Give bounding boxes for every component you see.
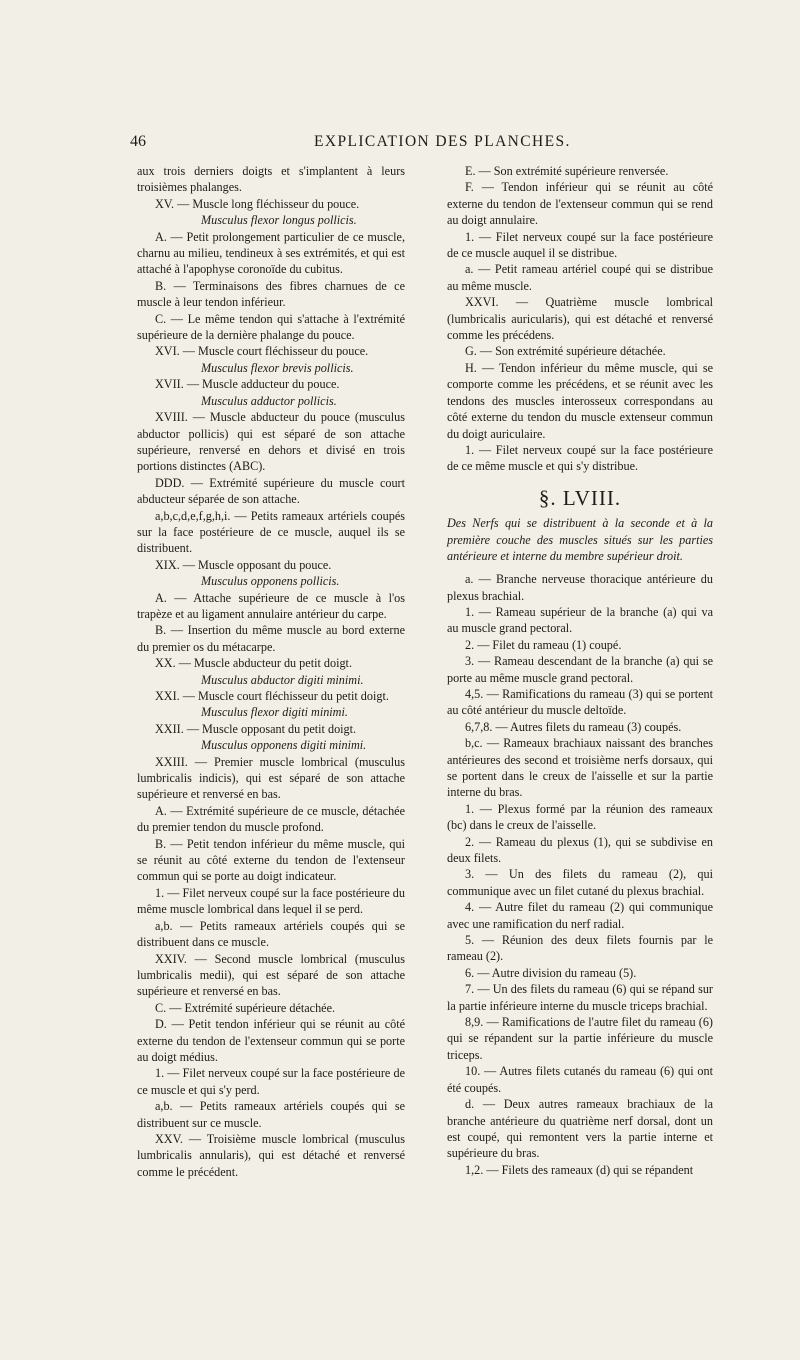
paragraph: 6. — Autre division du rameau (5). xyxy=(465,965,637,980)
paragraph: XXII. — Muscle opposant du petit doigt. xyxy=(155,721,357,736)
paragraph: 6,7,8. — Autres filets du rameau (3) coupés. xyxy=(465,719,682,734)
right-text-column xyxy=(447,163,713,1178)
paragraph: XVII. — Muscle adducteur du pouce. xyxy=(155,377,340,392)
paragraph: XVIII. — Muscle abducteur du pouce (musculus abductor pollicis) qui est séparé de son attache supérieure, renversé en dehors et divisé en trois portions distinctes (ABC). xyxy=(137,410,405,474)
paragraph: 1. — Filet nerveux coupé sur la face postérieure de ce muscle et qui s'y perd. xyxy=(137,1066,405,1097)
paragraph: 1. — Rameau supérieur de la branche (a) qui va au muscle grand pectoral. xyxy=(447,604,713,636)
section-heading: §. LVIII. xyxy=(538,485,622,510)
paragraph: B. — Petit tendon inférieur du même muscle, qui se réunit au côté externe du tendon de l'extenseur commun qui se porte au doigt indicateur. xyxy=(137,836,405,884)
paragraph: XV. — Muscle long fléchisseur du pouce. xyxy=(155,196,360,211)
paragraph: Musculus flexor digiti minimi. xyxy=(201,705,348,720)
paragraph: E. — Son extrémité supérieure renversée. xyxy=(465,164,669,178)
paragraph: XVI. — Muscle court fléchisseur du pouce. xyxy=(155,344,369,359)
paragraph: a. — Petit rameau artériel coupé qui se distribue au même muscle. xyxy=(447,262,713,293)
paragraph: 10. — Autres filets cutanés du rameau (6) qui ont été coupés. xyxy=(447,1064,713,1095)
paragraph: Musculus opponens digiti minimi. xyxy=(201,738,367,753)
paragraph: a,b. — Petits rameaux artériels coupés qui se distribuent dans ce muscle. xyxy=(137,918,405,950)
section-description: Des Nerfs qui se distribuent à la seconde et à la première couche des muscles situés sur les parties antérieure et interne du membre supérieur droit. xyxy=(447,515,713,564)
paragraph: Musculus abductor digiti minimi. xyxy=(201,672,364,687)
paragraph: XXIII. — Premier muscle lombrical (musculus lumbricalis indicis), qui est séparé de son attache supérieure et renversé en bas. xyxy=(137,754,405,802)
paragraph: A. — Extrémité supérieure de ce muscle, détachée du premier tendon du muscle profond. xyxy=(137,803,405,835)
paragraph: Musculus flexor longus pollicis. xyxy=(201,213,357,228)
paragraph: A. — Attache supérieure de ce muscle à l'os trapèze et au ligament annulaire antérieur du carpe. xyxy=(137,590,405,621)
paragraph: a,b. — Petits rameaux artériels coupés qui se distribuent sur ce muscle. xyxy=(137,1099,405,1130)
page-number: 46 xyxy=(130,133,146,150)
paragraph: 1. — Filet nerveux coupé sur la face postérieure de ce même muscle et qui s'y distribue. xyxy=(447,442,713,474)
paragraph: 1. — Plexus formé par la réunion des rameaux (bc) dans le creux de l'aisselle. xyxy=(447,801,713,833)
paragraph: aux trois derniers doigts et s'implantent à leurs troisièmes phalanges. xyxy=(137,164,405,195)
paragraph: B. — Terminaisons des fibres charnues de ce muscle à leur tendon inférieur. xyxy=(137,278,405,310)
paragraph: 4. — Autre filet du rameau (2) qui communique avec une ramification du nerf radial. xyxy=(447,900,713,931)
page-header xyxy=(130,133,720,157)
paragraph: 7. — Un des filets du rameau (6) qui se répand sur la partie inférieure interne du muscle triceps brachial. xyxy=(447,982,713,1013)
paragraph: 1. — Filet nerveux coupé sur la face postérieure de ce muscle auquel il se distribue. xyxy=(447,229,713,261)
paragraph: 3. — Rameau descendant de la branche (a) qui se porte au même muscle grand pectoral. xyxy=(447,654,713,685)
paragraph: 2. — Filet du rameau (1) coupé. xyxy=(465,637,622,652)
paragraph: D. — Petit tendon inférieur qui se réunit au côté externe du tendon de l'extenseur commun qui se porte au doigt médius. xyxy=(137,1017,405,1064)
paragraph: F. — Tendon inférieur qui se réunit au côté externe du tendon de l'extenseur commun qui se rend au doigt annulaire. xyxy=(447,180,713,228)
paragraph: Musculus flexor brevis pollicis. xyxy=(201,360,354,375)
paragraph: a. — Branche nerveuse thoracique antérieure du plexus brachial. xyxy=(447,572,713,603)
paragraph: H. — Tendon inférieur du même muscle, qui se comporte comme les précédens, et se réunit avec les tendons des muscles interosseux correspondans au côté externe du tendon du muscle extenseur commun du doigt auriculaire. xyxy=(447,360,713,441)
paragraph: 1,2. — Filets des rameaux (d) qui se répandent xyxy=(465,1162,694,1177)
paragraph: A. — Petit prolongement particulier de ce muscle, charnu au milieu, tendineux à ses extrémités, et qui est attaché à l'apophyse coronoïde du cubitus. xyxy=(137,229,405,277)
paragraph: XX. — Muscle abducteur du petit doigt. xyxy=(155,656,352,671)
paragraph: XXIV. — Second muscle lombrical (musculus lumbricalis medii), qui est séparé de son attache supérieure et renversé en bas. xyxy=(137,951,405,999)
paragraph: Musculus opponens pollicis. xyxy=(201,574,340,589)
paragraph: XIX. — Muscle opposant du pouce. xyxy=(155,557,332,572)
paragraph: d. — Deux autres rameaux brachiaux de la branche antérieure du quatrième nerf dorsal, dont un est coupé, qui remontent vers la partie interne et supérieure du bras. xyxy=(447,1097,713,1161)
paragraph: 2. — Rameau du plexus (1), qui se subdivise en deux filets. xyxy=(447,834,713,866)
paragraph: 5. — Réunion des deux filets fournis par le rameau (2). xyxy=(447,933,713,964)
running-title: EXPLICATION DES PLANCHES. xyxy=(314,133,571,150)
paragraph: 8,9. — Ramifications de l'autre filet du rameau (6) qui se répandent sur la partie inférieure du muscle triceps. xyxy=(447,1015,713,1062)
paragraph: XXV. — Troisième muscle lombrical (musculus lumbricalis annularis), qui est détaché et renversé comme le précédent. xyxy=(137,1131,405,1179)
paragraph: Musculus adductor pollicis. xyxy=(201,393,337,408)
paragraph: G. — Son extrémité supérieure détachée. xyxy=(465,344,666,359)
paragraph: 1. — Filet nerveux coupé sur la face postérieure du même muscle lombrical dans lequel il se perd. xyxy=(137,885,405,917)
paragraph: C. — Le même tendon qui s'attache à l'extrémité supérieure de la dernière phalange du pouce. xyxy=(137,311,405,343)
paragraph: DDD. — Extrémité supérieure du muscle court abducteur séparée de son attache. xyxy=(137,475,405,507)
paragraph: XXVI. — Quatrième muscle lombrical (lumbricalis auricularis), qui est détaché et renversé comme les précédens. xyxy=(447,295,713,343)
paragraph: B. — Insertion du même muscle au bord externe du premier os du métacarpe. xyxy=(137,623,405,654)
paragraph: a,b,c,d,e,f,g,h,i. — Petits rameaux artériels coupés sur la face postérieure de ce muscle, auquel ils se distribuent. xyxy=(137,508,405,556)
paragraph: 3. — Un des filets du rameau (2), qui communique avec un filet cutané du plexus brachial. xyxy=(447,867,713,898)
paragraph: b,c. — Rameaux brachiaux naissant des branches antérieures des second et troisième nerfs dorsaux, qui se portent dans le creux de l'aisselle et sur la partie interne du bras. xyxy=(447,736,713,800)
left-text-column xyxy=(137,163,405,1180)
paragraph: 4,5. — Ramifications du rameau (3) qui se portent au côté antérieur du muscle deltoïde. xyxy=(447,686,713,718)
paragraph: XXI. — Muscle court fléchisseur du petit doigt. xyxy=(155,689,389,703)
paragraph: C. — Extrémité supérieure détachée. xyxy=(155,1000,336,1015)
